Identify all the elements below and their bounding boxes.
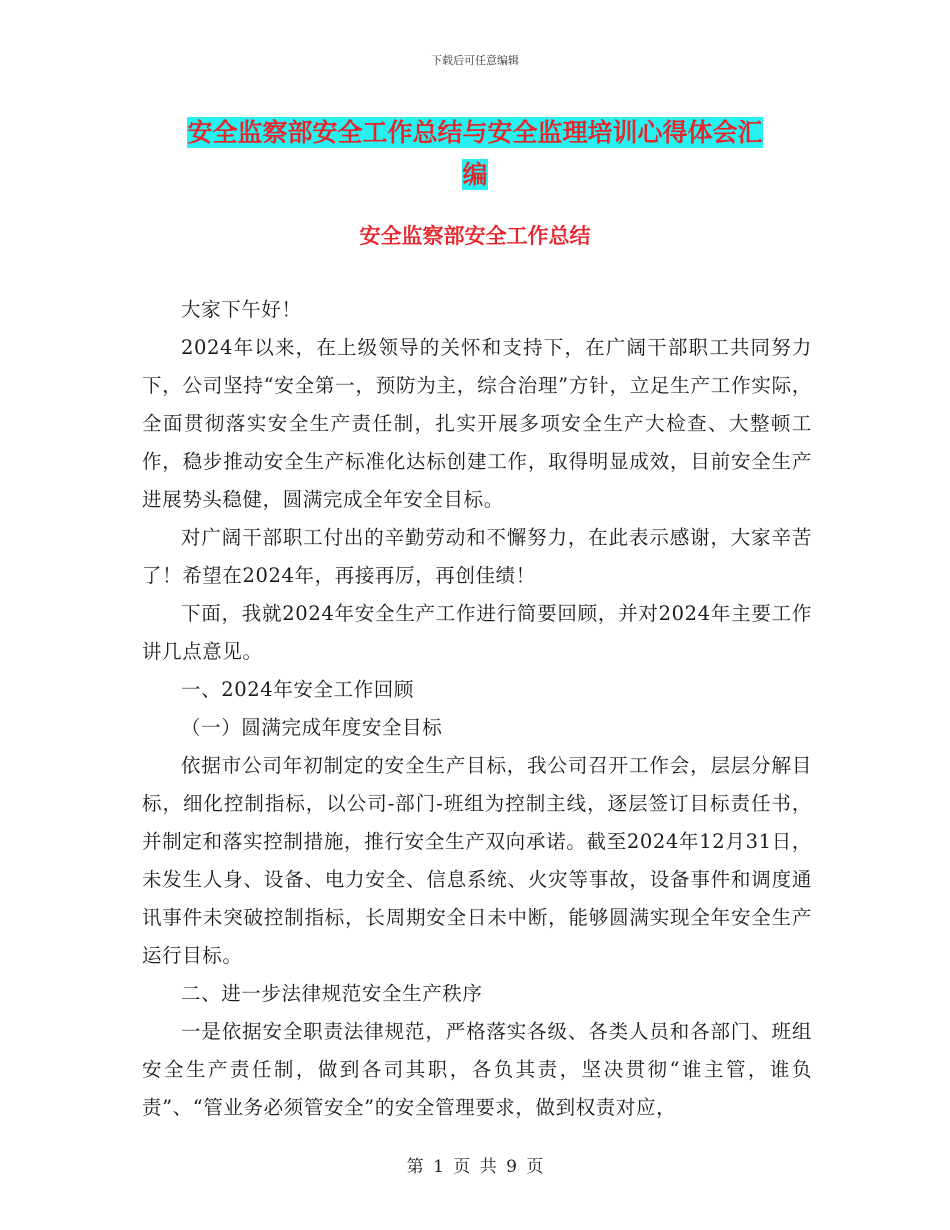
document-title-line-1: [0, 112, 950, 154]
body-paragraph: 下面，我就2024年安全生产工作进行简要回顾，并对2024年主要工作讲几点意见。: [142, 602, 812, 663]
title-highlight-1: 安全监察部安全工作总结与安全监理培训心得体会汇: [187, 118, 763, 147]
subheading-paragraph: （一）圆满完成年度安全目标: [181, 716, 443, 739]
heading-paragraph: 二、进一步法律规范安全生产秩序: [181, 982, 483, 1005]
body-paragraph: 对广阔干部职工付出的辛勤劳动和不懈努力，在此表示感谢，大家辛苦了！希望在2024年，再接再厉，再创佳绩！: [142, 526, 812, 587]
title-highlight-2: 编: [462, 160, 488, 189]
document-title: [0, 112, 950, 196]
document-title-line-2: [0, 154, 950, 196]
heading-paragraph: 一、2024年安全工作回顾: [181, 678, 414, 701]
section-title: 安全监察部安全工作总结: [359, 224, 591, 248]
body-paragraph: 一是依据安全职责法律规范，严格落实各级、各类人员和各部门、班组安全生产责任制，做到各司其职，各负其责，坚决贯彻“谁主管，谁负责”、“管业务必须管安全”的安全管理要求，做到权责对应，: [142, 1020, 812, 1119]
document-body: [142, 291, 812, 1127]
page-header: 下载后可任意编辑: [431, 54, 519, 67]
page-footer: 第 1 页 共 9 页: [406, 1157, 544, 1177]
greeting-paragraph: 大家下午好！: [181, 298, 302, 321]
body-paragraph: 依据市公司年初制定的安全生产目标，我公司召开工作会，层层分解目标，细化控制指标，以公司-部门-班组为控制主线，逐层签订目标责任书，并制定和落实控制措施，推行安全生产双向承诺。截至2024年12月31日，未发生人身、设备、电力安全、信息系统、火灾等事故，设备事件和调度通讯事件未突破控制指标，长周期安全日未中断，能够圆满实现全年安全生产运行目标。: [142, 754, 812, 967]
body-paragraph: 2024年以来，在上级领导的关怀和支持下，在广阔干部职工共同努力下，公司坚持“安全第一，预防为主，综合治理”方针，立足生产工作实际，全面贯彻落实安全生产责任制，扎实开展多项安全生产大检查、大整顿工作，稳步推动安全生产标准化达标创建工作，取得明显成效，目前安全生产进展势头稳健，圆满完成全年安全目标。: [142, 336, 812, 511]
